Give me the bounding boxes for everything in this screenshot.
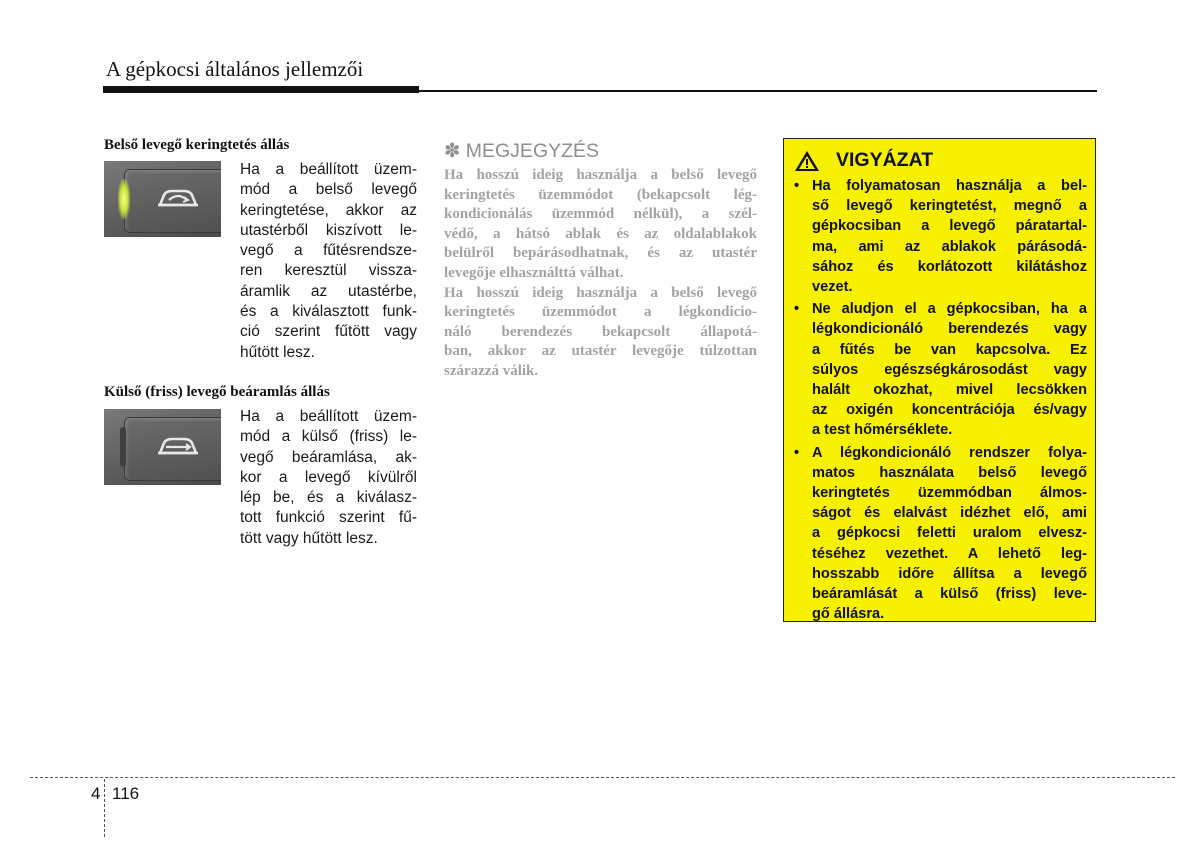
note-line: ban, akkor az utastér levegője túlzottan (444, 343, 757, 360)
text-line: ció szerint fűtött vagy (240, 323, 417, 341)
note-line: védő, a hátsó ablak és az oldalablakok (444, 225, 757, 242)
caution-line: A légkondicionáló rendszer folya- (812, 444, 1087, 461)
text-line: és a kiválasztott funk- (240, 303, 417, 321)
text-line: áramlik az utastérbe, (240, 282, 417, 300)
header-rule-thick (103, 86, 419, 93)
caution-line: ső levegő keringtetést, megnő a (812, 198, 1087, 215)
note-line: keringtetés üzemmódot a légkondicio- (444, 304, 757, 321)
recirculation-button-image (104, 161, 221, 237)
caution-line: ságot és elalvást idézhet elő, ami (812, 505, 1087, 522)
text-line: vegő beáramlása, ak- (240, 448, 417, 466)
text-line: vegő a fűtésrendsze- (240, 242, 417, 260)
fresh-air-description (240, 407, 417, 549)
text-line: ren keresztül vissza- (240, 262, 417, 280)
text-line: kor a levegő kívülről (240, 468, 417, 486)
caution-line: halált okozhat, mivel lecsökken (812, 382, 1087, 399)
caution-line: légkondicionáló berendezés vagy (812, 321, 1087, 338)
note-line: Ha hosszú ideig használja a belső levegő (444, 284, 757, 301)
text-line: Ha a beállított üzem- (240, 408, 417, 425)
chapter-number: 4 (91, 784, 101, 803)
recirculation-section-title: Belső levegő keringtetés állás (104, 137, 290, 153)
note-symbol-icon: ✽ (444, 140, 461, 162)
note-line: Ha hosszú ideig használja a belső levegő (444, 167, 757, 183)
caution-item (790, 176, 1087, 297)
bullet-icon: • (794, 444, 800, 461)
caution-line: gő állásra. (812, 606, 885, 623)
fresh-air-car-icon (154, 431, 202, 461)
note-heading-text: MEGJEGYZÉS (465, 140, 600, 162)
caution-line: gépkocsiban a levegő páratartal- (812, 218, 1087, 235)
text-line: keringtetése, akkor az (240, 201, 417, 219)
text-line: tött vagy hűtött lesz. (240, 529, 378, 547)
text-line: lép be, és a kiválasz- (240, 489, 417, 507)
recirculation-car-icon (154, 183, 202, 213)
fresh-air-section-title: Külső (friss) levegő beáramlás állás (104, 384, 330, 400)
note-line: levegője elhasználttá válhat. (444, 264, 624, 281)
caution-line: beáramlását a külső (friss) leve- (812, 586, 1087, 603)
chapter-title: A gépkocsi általános jellemzői (106, 57, 364, 81)
footer-divider (104, 779, 105, 837)
note-line: belülről bepárásodhatnak, és az utastér (444, 245, 757, 262)
caution-line: a test hőmérséklete. (812, 422, 953, 439)
text-line: mód a külső (friss) le- (240, 428, 417, 446)
caution-line: súlyos egészségkárosodást vagy (812, 361, 1087, 378)
text-line: mód a belső levegő (240, 181, 417, 199)
bullet-icon: • (794, 178, 800, 194)
note-line: náló berendezés bekapcsolt állapotá- (444, 323, 757, 340)
caution-line: hosszabb időre állítsa a levegő (812, 565, 1087, 582)
note-heading (444, 139, 599, 163)
caution-item (790, 299, 1087, 440)
note-line: kondicionálás üzemmód nélkül), a szél- (444, 206, 757, 223)
caution-line: a fűtés be van kapcsolva. Ez (812, 341, 1087, 358)
caution-line: a gépkocsi feletti uralom elvesz- (812, 525, 1087, 542)
caution-title: VIGYÁZAT (836, 149, 934, 171)
note-text (444, 166, 757, 382)
text-line: hűtött lesz. (240, 343, 315, 361)
text-line: Ha a beállított üzem- (240, 161, 417, 178)
header-rule-thin (419, 90, 1097, 92)
indicator-led-off (120, 427, 126, 467)
note-line: szárazzá válik. (444, 362, 539, 379)
caution-line: ma, ami az ablakok párásodá- (812, 238, 1087, 255)
bullet-icon: • (794, 301, 800, 318)
page-number: 116 (112, 784, 140, 803)
caution-header (794, 149, 933, 172)
caution-line: sához és korlátozott kilátáshoz (812, 258, 1087, 275)
caution-line: vezet. (812, 279, 853, 296)
caution-list (790, 176, 1087, 626)
note-line: keringtetés üzemmódot (bekapcsolt lég- (444, 186, 757, 203)
caution-line: az oxigén koncentrációja és/vagy (812, 402, 1087, 419)
recirculation-description (240, 160, 417, 363)
text-line: tott funkció szerint fű- (240, 509, 417, 527)
warning-triangle-icon (794, 150, 820, 172)
footer-rule (30, 777, 1175, 778)
caution-line: Ha folyamatosan használja a bel- (812, 178, 1087, 194)
caution-line: keringtetés üzemmódban álmos- (812, 485, 1087, 502)
caution-line: matos használata belső levegő (812, 464, 1087, 481)
caution-line: téséhez vezethet. A lehető leg- (812, 545, 1087, 562)
fresh-air-button-image (104, 409, 221, 485)
caution-line: Ne aludjon el a gépkocsiban, ha a (812, 301, 1087, 318)
caution-box (783, 138, 1096, 622)
text-line: utastérből kiszívott le- (240, 221, 417, 239)
indicator-led-on (118, 179, 130, 219)
caution-item (790, 443, 1087, 625)
